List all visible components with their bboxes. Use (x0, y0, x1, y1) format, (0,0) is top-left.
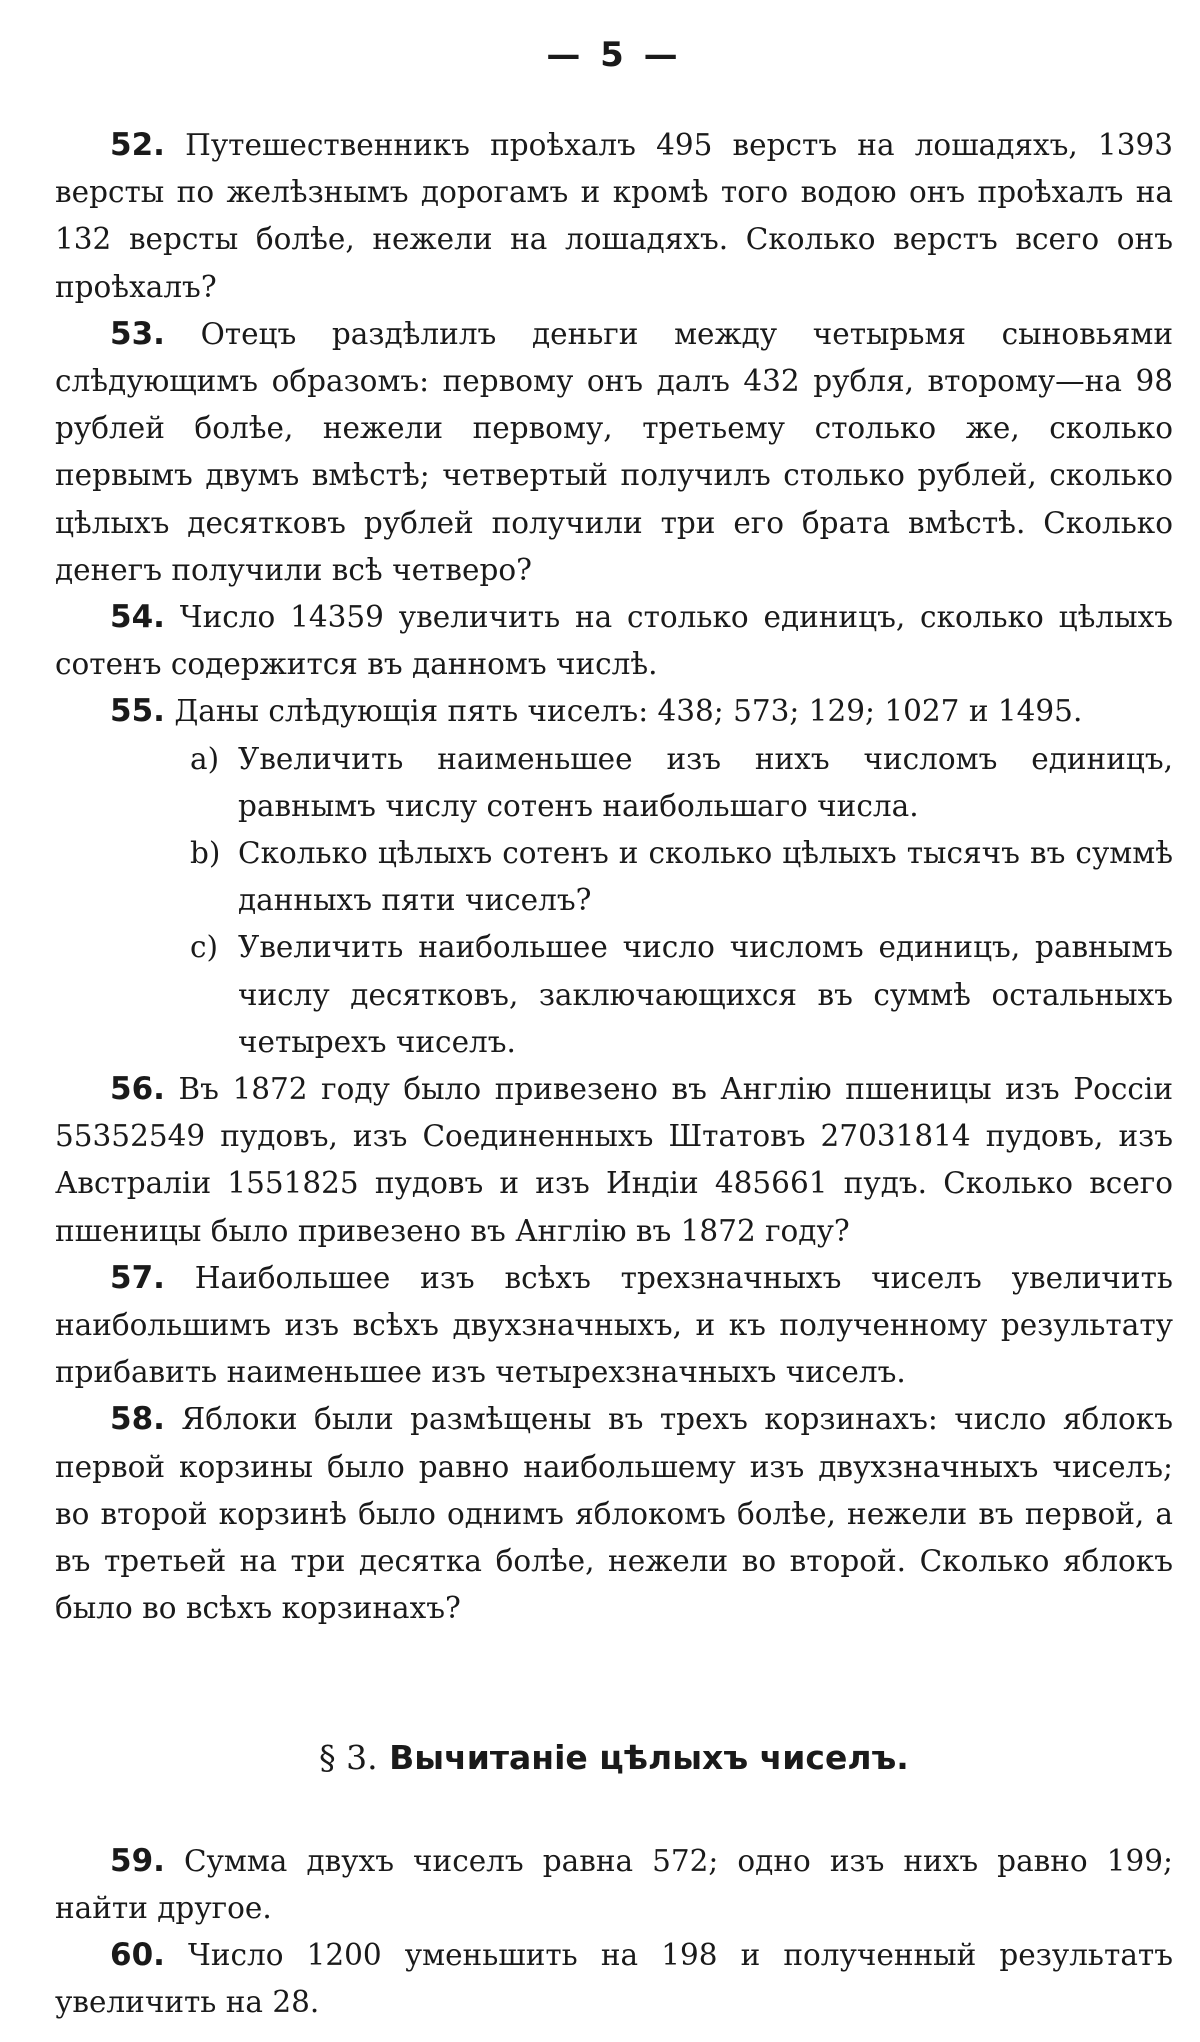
problem-text: Отецъ раздѣлилъ деньги между четырьмя сыновьями слѣдующимъ образомъ: первому онъ далъ 432 рубля, второму—на 98 рублей болѣе, нежели первому, третьему столько же, сколько первымъ двумъ вмѣстѣ; четвертый получилъ столько рублей, сколько цѣлыхъ десятковъ рублей получили три его брата вмѣстѣ. Сколько денегъ получили всѣ четверо? (55, 316, 1173, 587)
problem-56 (55, 1066, 1173, 1255)
problem-text: Даны слѣдующія пять чиселъ: 438; 573; 129; 1027 и 1495. (174, 694, 1083, 729)
problem-number: 60. (110, 1936, 165, 1973)
problem-text: Въ 1872 году было привезено въ Англію пшеницы изъ Россіи 55352549 пудовъ, изъ Соединенныхъ Штатовъ 27031814 пудовъ, изъ Австраліи 1551825 пудовъ и изъ Индіи 485661 пудъ. Сколько всего пшеницы было привезено въ Англію въ 1872 году? (55, 1072, 1173, 1248)
problem-54 (55, 594, 1173, 688)
problem-53 (55, 311, 1173, 594)
subitem-text: Увеличить наибольшее число числомъ единицъ, равнымъ числу десятковъ, заключающихся въ суммѣ остальныхъ четырехъ чиселъ. (238, 930, 1173, 1059)
section-sign: § 3. (319, 1737, 378, 1777)
problem-57 (55, 1255, 1173, 1397)
subitem-text: Сколько цѣлыхъ сотенъ и сколько цѣлыхъ тысячъ въ суммѣ данныхъ пяти чиселъ? (238, 836, 1173, 918)
page-number: — 5 — (546, 35, 682, 75)
problem-text: Сумма двухъ чиселъ равна 572; одно изъ нихъ равно 199; найти другое. (55, 1843, 1173, 1925)
section-heading (55, 1733, 1173, 1783)
problem-number: 59. (110, 1842, 165, 1879)
problem-number: 56. (110, 1071, 165, 1108)
subitem-mark: c) (190, 930, 219, 965)
problem-number: 52. (110, 127, 165, 163)
subitem-mark: a) (190, 741, 220, 776)
problem-text: Наибольшее изъ всѣхъ трехзначныхъ чиселъ увеличить наибольшимъ изъ всѣхъ двухзначныхъ, и къ полученному результату прибавить наименьшее изъ четырехзначныхъ чиселъ. (55, 1260, 1173, 1390)
problem-number: 57. (110, 1259, 165, 1296)
subitem-mark: b) (190, 836, 221, 871)
problem-text: Число 1200 уменьшить на 198 и полученный результатъ увеличить на 28. (55, 1937, 1173, 2020)
problem-number: 58. (110, 1401, 165, 1438)
subitem-c (190, 924, 1173, 1066)
page (55, 30, 1173, 2026)
problem-58 (55, 1396, 1173, 1632)
problem-59 (55, 1838, 1173, 1932)
subitem-a (190, 736, 1173, 830)
problem-55-subitems (190, 736, 1173, 1066)
problem-52 (55, 122, 1173, 311)
problem-number: 53. (110, 315, 165, 352)
problem-number: 54. (110, 599, 165, 636)
subitem-text: Увеличить наименьшее изъ нихъ числомъ единицъ, равнымъ числу сотенъ наибольшаго числа. (238, 741, 1173, 823)
subitem-b (190, 830, 1173, 924)
problem-text: Яблоки были размѣщены въ трехъ корзинахъ: число яблокъ первой корзины было равно наибольшему изъ двухзначныхъ чиселъ; во второй корзинѣ было однимъ яблокомъ болѣе, нежели въ первой, а въ третьей на три десятка болѣе, нежели во второй. Сколько яблокъ было во всѣхъ корзинахъ? (55, 1402, 1173, 1626)
problem-text: Число 14359 увеличить на столько единицъ, сколько цѣлыхъ сотенъ содержится въ данномъ числѣ. (55, 600, 1173, 682)
problem-number: 55. (110, 693, 165, 730)
problem-55 (55, 688, 1173, 735)
section-title: Вычитаніе цѣлыхъ чиселъ. (389, 1737, 909, 1777)
problem-60 (55, 1932, 1173, 2026)
problem-text: Путешественникъ проѣхалъ 495 верстъ на лошадяхъ, 1393 версты по желѣзнымъ дорогамъ и кромѣ того водою онъ проѣхалъ на 132 версты болѣе, нежели на лошадяхъ. Сколько верстъ всего онъ проѣхалъ? (55, 128, 1173, 304)
